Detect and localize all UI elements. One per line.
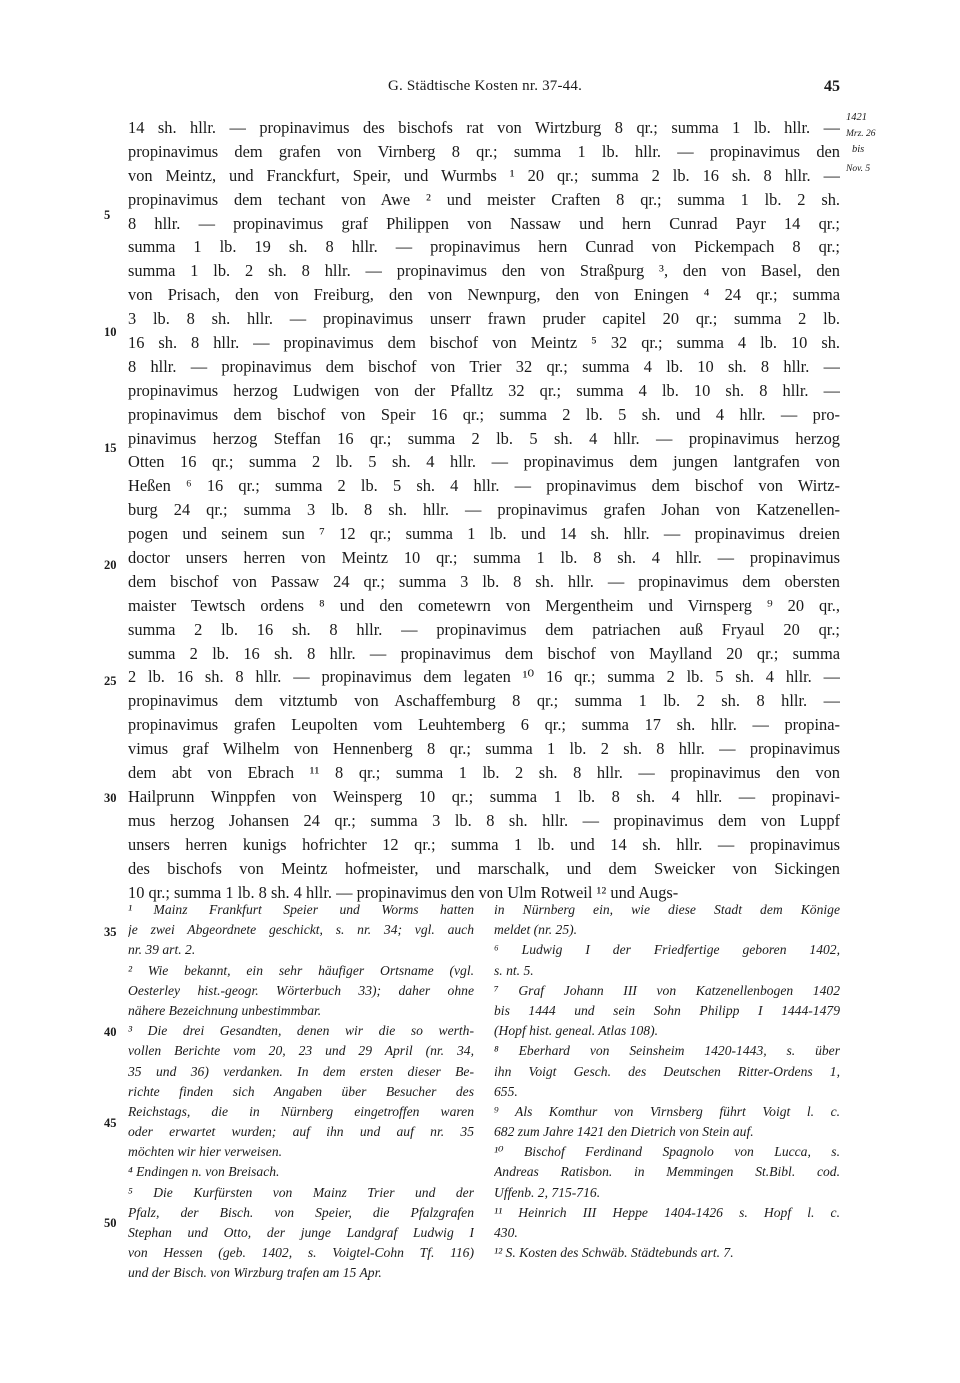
footnotes-right-column: [494, 900, 840, 1263]
text-line: von Meintz, und Franckfurt, Speir, und Wurmbs ¹ 20 qr.; summa 2 lb. 16 sh. 8 hllr. —: [128, 165, 840, 185]
footnote-line: möchten wir hier verweisen.: [128, 1144, 283, 1160]
text-line: 2 lb. 16 sh. 8 hllr. — propinavimus dem legaten ¹⁰ 16 qr.; summa 2 lb. 5 sh. 4 hllr. —: [128, 667, 840, 687]
footnote-line: richte finden sich Angaben über Besucher des: [128, 1083, 474, 1099]
text-line: Heßen ⁶ 16 qr.; summa 2 lb. 5 sh. 4 hllr. — propinavimus dem bischof von Wirtz-: [128, 476, 840, 496]
footnote-line-number: 35: [104, 925, 117, 939]
footnote-line: ⁴ Endingen n. von Breisach.: [128, 1164, 280, 1180]
footnote-line: ⁹ Als Komthur von Virnsberg führt Voigt l. c.: [494, 1103, 840, 1119]
footnote-line-number: 45: [104, 1116, 117, 1130]
footnote-line-number: 50: [104, 1216, 117, 1230]
margin-date-bis: bis: [852, 144, 865, 155]
footnote-line: ³ Die drei Gesandten, denen wir die so werth-: [128, 1023, 474, 1039]
footnote-line: Uffenb. 2, 715-716.: [494, 1184, 601, 1200]
text-line: dem abt von Ebrach ¹¹ 8 qr.; summa 1 lb. 2 sh. 8 hllr. — propinavimus den von: [128, 763, 840, 783]
text-line: 8 hllr. — propinavimus dem bischof von Trier 32 qr.; summa 4 lb. 10 sh. 8 hllr. —: [128, 356, 840, 376]
text-line: unsers herren kunigs hofrichter 12 qr.; summa 1 lb. und 14 sh. hllr. — propinavimus: [128, 834, 840, 854]
text-line: 14 sh. hllr. — propinavimus des bischofs rat von Wirtzburg 8 qr.; summa 1 lb. hllr. —: [128, 118, 840, 137]
footnote-line: ⁸ Eberhard von Seinsheim 1420-1443, s. über: [494, 1043, 840, 1059]
text-line: vimus graf Wilhelm von Hennenberg 8 qr.; summa 1 lb. 2 sh. 8 hllr. — propinavimus: [128, 739, 840, 759]
text-line: Otten 16 qr.; summa 2 lb. 5 sh. 4 hllr. — propinavimus dem jungen lantgrafen von: [128, 452, 840, 472]
footnote-line: 35 und 36) verdanken. In dem ersten dieser Be-: [128, 1063, 474, 1079]
footnote-line: oder erwartet wurden; auf ihn und auf nr. 35: [128, 1124, 474, 1140]
text-line: von Prisach, den von Freiburg, den von Newnpurg, den von Eningen ⁴ 24 qr.; summa: [128, 285, 840, 305]
line-number: 30: [104, 791, 117, 805]
text-line: propinavimus grafen Leupolten vom Leuhtemberg 6 qr.; summa 17 sh. hllr. — propina-: [128, 715, 840, 735]
text-line: maister Tewtsch ordens ⁸ und den cometewrn von Mergentheim und Virnsperg ⁹ 20 qr.,: [128, 595, 840, 615]
header-title: G. Städtische Kosten nr. 37-44.: [387, 78, 583, 94]
footnote-line: von Hessen (geb. 1402, s. Voigtel-Cohn Tf. 116): [128, 1245, 474, 1261]
footnotes-left-column: [128, 900, 474, 1284]
footnote-line: ¹² S. Kosten des Schwäb. Städtebunds art. 7.: [494, 1245, 734, 1261]
line-number: 15: [104, 441, 117, 455]
text-line: mus herzog Johansen 24 qr.; summa 3 lb. 8 sh. hllr. — propinavimus dem von Luppf: [128, 810, 840, 830]
footnote-line: meldet (nr. 25).: [494, 922, 578, 938]
footnote-line: 655.: [494, 1083, 518, 1099]
footnote-line: und der Bisch. von Wirzburg trafen am 15 Apr.: [128, 1265, 382, 1281]
footnote-line-number: 40: [104, 1025, 117, 1039]
footnote-line: ¹⁰ Bischof Ferdinand Spagnolo von Lucca, s.: [494, 1144, 840, 1160]
text-line: propinavimus dem vitztumb von Aschaffemburg 8 qr.; summa 1 lb. 2 sh. 8 hllr. —: [128, 691, 840, 711]
text-line: summa 2 lb. 16 sh. 8 hllr. — propinavimus dem patriachen auß Fryaul 20 qr.;: [128, 619, 840, 639]
page-number: 45: [824, 78, 840, 95]
footnote-line: Oesterley hist.-geogr. Wörterbuch 33); daher ohne: [128, 982, 474, 998]
margin-date-start: Mrz. 26: [846, 129, 876, 139]
footnote-line: Pfalz, der Bisch. von Speier, die Pfalzgrafen: [128, 1204, 474, 1220]
text-line: pinavimus herzog Steffan 16 qr.; summa 2 lb. 5 sh. 4 hllr. — propinavimus herzog: [128, 428, 840, 448]
footnote-line: in Nürnberg ein, wie diese Stadt dem Könige: [494, 902, 840, 917]
text-line: summa 1 lb. 19 sh. 8 hllr. — propinavimus hern Cunrad von Pickempach 8 qr.;: [128, 237, 840, 257]
text-line: propinavimus dem grafen von Virnberg 8 qr.; summa 1 lb. hllr. — propinavimus den: [128, 141, 840, 161]
line-number: 25: [104, 674, 117, 688]
footnote-line: ¹ Mainz Frankfurt Speier und Worms hatten: [128, 902, 474, 917]
footnote-line: Andreas Ratisbon. in Memmingen St.Bibl. cod.: [494, 1164, 840, 1180]
footnote-line: ⁶ Ludwig I der Friedfertige geboren 1402,: [494, 942, 840, 958]
text-line: des bischofs von Meintz hofmeister, und marschalk, und dem Sweicker von Sickingen: [128, 858, 840, 878]
text-line: 3 lb. 8 sh. hllr. — propinavimus unserr frawn pruder capitel 20 qr.; summa 2 lb.: [128, 309, 840, 329]
text-line: summa 2 lb. 16 sh. 8 hllr. — propinavimus dem bischof von Maylland 20 qr.; summa: [128, 643, 840, 663]
footnote-line: ¹¹ Heinrich III Heppe 1404-1426 s. Hopf l. c.: [494, 1204, 840, 1220]
footnote-line: (Hopf hist. geneal. Atlas 108).: [494, 1023, 658, 1039]
text-line: propinavimus dem techant von Awe ² und meister Craften 8 qr.; summa 1 lb. 2 sh.: [128, 189, 840, 209]
footnote-line: s. nt. 5.: [494, 962, 534, 978]
margin-date-end: Nov. 5: [846, 164, 871, 174]
text-line: pogen und seinem sun ⁷ 12 qr.; summa 1 lb. und 14 sh. hllr. — propinavimus dreien: [128, 524, 840, 544]
main-text: [128, 116, 840, 904]
footnote-line: ⁷ Graf Johann III von Katzenellenbogen 1402: [494, 982, 840, 998]
footnote-line: bis 1444 und sein Sohn Philipp I 1444-1479: [494, 1002, 840, 1018]
text-line: summa 1 lb. 2 sh. 8 hllr. — propinavimus den von Straßpurg ³, den von Basel, den: [128, 261, 840, 281]
line-number: 5: [104, 208, 111, 222]
footnote-line: Reichstags, die in Nürnberg eingetroffen waren: [128, 1103, 474, 1119]
text-line: propinavimus dem bischof von Speir 16 qr.; summa 2 lb. 5 sh. und 4 hllr. — pro-: [128, 404, 840, 424]
footnote-line: nr. 39 art. 2.: [128, 942, 196, 958]
footnote-line: vollen Berichte vom 20, 23 und 29 April (nr. 34,: [128, 1043, 474, 1059]
line-number: 10: [104, 325, 117, 339]
footnote-line: Stephan und Otto, der junge Landgraf Ludwig I: [128, 1225, 474, 1240]
line-number: 20: [104, 558, 117, 572]
text-line: propinavimus herzog Ludwigen von der Pfalltz 32 qr.; summa 4 lb. 10 sh. 8 hllr. —: [128, 380, 840, 400]
footnote-line: ² Wie bekannt, ein sehr häufiger Ortsname (vgl.: [128, 962, 474, 978]
footnote-line: nähere Bezeichnung unbestimmbar.: [128, 1002, 322, 1018]
footnote-line: je zwei Abgeordnete geschickt, s. nr. 34; vgl. auch: [128, 922, 474, 938]
text-line: doctor unsers herren von Meintz 10 qr.; summa 1 lb. 8 sh. 4 hllr. — propinavimus: [128, 548, 840, 568]
text-line: 8 hllr. — propinavimus graf Philippen von Nassaw und hern Cunrad Payr 14 qr.;: [128, 213, 840, 233]
text-line: dem bischof von Passaw 24 qr.; summa 3 lb. 8 sh. hllr. — propinavimus dem obersten: [128, 571, 840, 591]
text-line: Hailprunn Winppfen von Weinsperg 10 qr.; summa 1 lb. 8 sh. 4 hllr. — propinavi-: [128, 786, 840, 806]
running-header: [130, 78, 840, 100]
text-line: 10 qr.; summa 1 lb. 8 sh. 4 hllr. — propinavimus den von Ulm Rotweil ¹² und Augs-: [128, 882, 679, 902]
footnote-line: 430.: [494, 1225, 518, 1240]
footnote-line: ihn Voigt Gesch. des Deutschen Ritter-Ordens 1,: [494, 1063, 840, 1079]
footnote-line: ⁵ Die Kurfürsten von Mainz Trier und der: [128, 1184, 474, 1200]
text-line: 16 sh. 8 hllr. — propinavimus dem bischof von Meintz ⁵ 32 qr.; summa 4 lb. 10 sh.: [128, 333, 840, 353]
text-line: burg 24 qr.; summa 3 lb. 8 sh. hllr. — propinavimus grafen Johan von Katzenellen-: [128, 500, 840, 520]
footnote-line: 682 zum Jahre 1421 den Dietrich von Stein auf.: [494, 1124, 754, 1140]
margin-date-year: 1421: [846, 112, 867, 123]
